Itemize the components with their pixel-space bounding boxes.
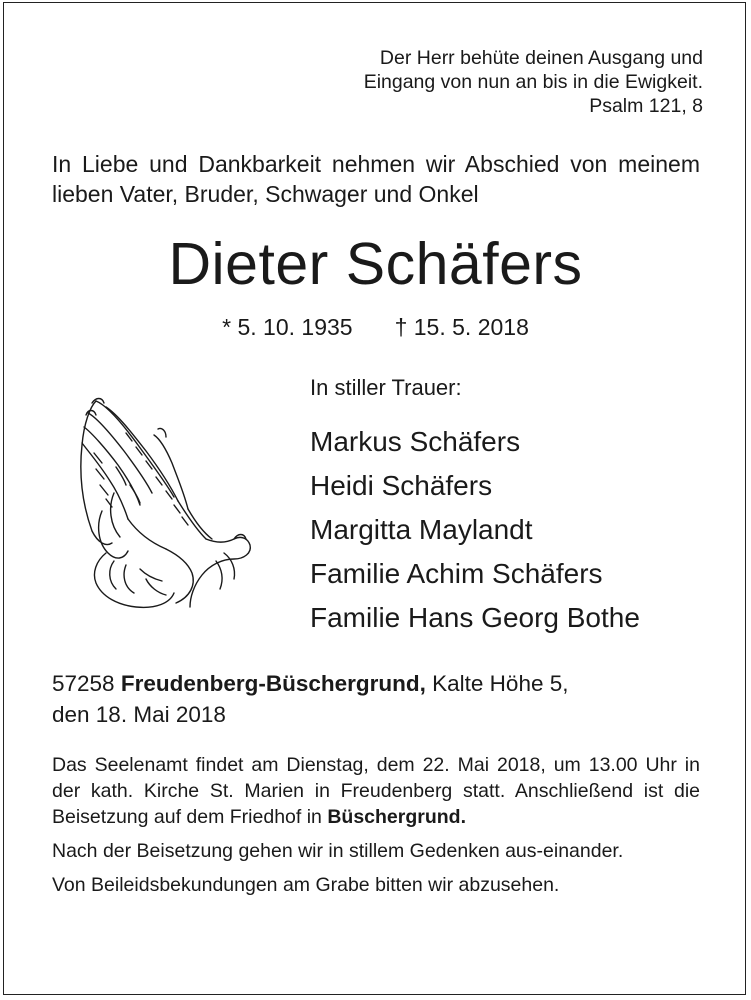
mourner-name: Markus Schäfers bbox=[310, 426, 521, 457]
intro-text: In Liebe und Dankbarkeit nehmen wir Abschied von meinem lieben Vater, Bruder, Schwager und Onkel bbox=[52, 151, 700, 207]
psalm-reference: Psalm 121, 8 bbox=[589, 95, 703, 117]
condolence-paragraph: Von Beileidsbekundungen am Grabe bitten wir abzusehen. bbox=[52, 874, 560, 896]
birth-date: * 5. 10. 1935 bbox=[222, 314, 353, 340]
psalm-line: Eingang von nun an bis in die Ewigkeit. bbox=[363, 71, 703, 93]
psalm-line: Der Herr behüte deinen Ausgang und bbox=[379, 47, 703, 69]
service-paragraph bbox=[52, 752, 700, 830]
address-line bbox=[52, 668, 568, 699]
notice-block bbox=[52, 752, 700, 906]
psalm-quote bbox=[364, 46, 703, 118]
cemetery-name: Büschergrund. bbox=[327, 806, 467, 828]
praying-hands-icon bbox=[66, 393, 256, 618]
mourner-name: Margitta Maylandt bbox=[310, 514, 533, 545]
city: Freudenberg-Büschergrund, bbox=[120, 671, 426, 696]
death-date: † 15. 5. 2018 bbox=[394, 314, 529, 340]
life-dates bbox=[0, 312, 751, 342]
postcode: 57258 bbox=[52, 671, 115, 696]
mourners-list bbox=[310, 420, 640, 640]
address-block bbox=[52, 668, 568, 730]
mourner-name: Familie Hans Georg Bothe bbox=[310, 602, 640, 633]
burial-paragraph: Nach der Beisetzung gehen wir in stillem Gedenken aus-einander. bbox=[52, 840, 624, 862]
mourner-name: Heidi Schäfers bbox=[310, 470, 493, 501]
mourner-name: Familie Achim Schäfers bbox=[310, 558, 603, 589]
mourning-label: In stiller Trauer: bbox=[310, 375, 462, 400]
street: Kalte Höhe 5, bbox=[432, 671, 569, 696]
address-date: den 18. Mai 2018 bbox=[52, 702, 226, 727]
service-text: Das Seelenamt findet am Dienstag, dem 22. Mai 2018, um 13.00 Uhr in der kath. Kirche St. Marien in Freudenberg statt. Anschließend ist die Beisetzung auf dem Friedhof in bbox=[52, 754, 700, 828]
deceased-name: Dieter Schäfers bbox=[168, 231, 583, 297]
